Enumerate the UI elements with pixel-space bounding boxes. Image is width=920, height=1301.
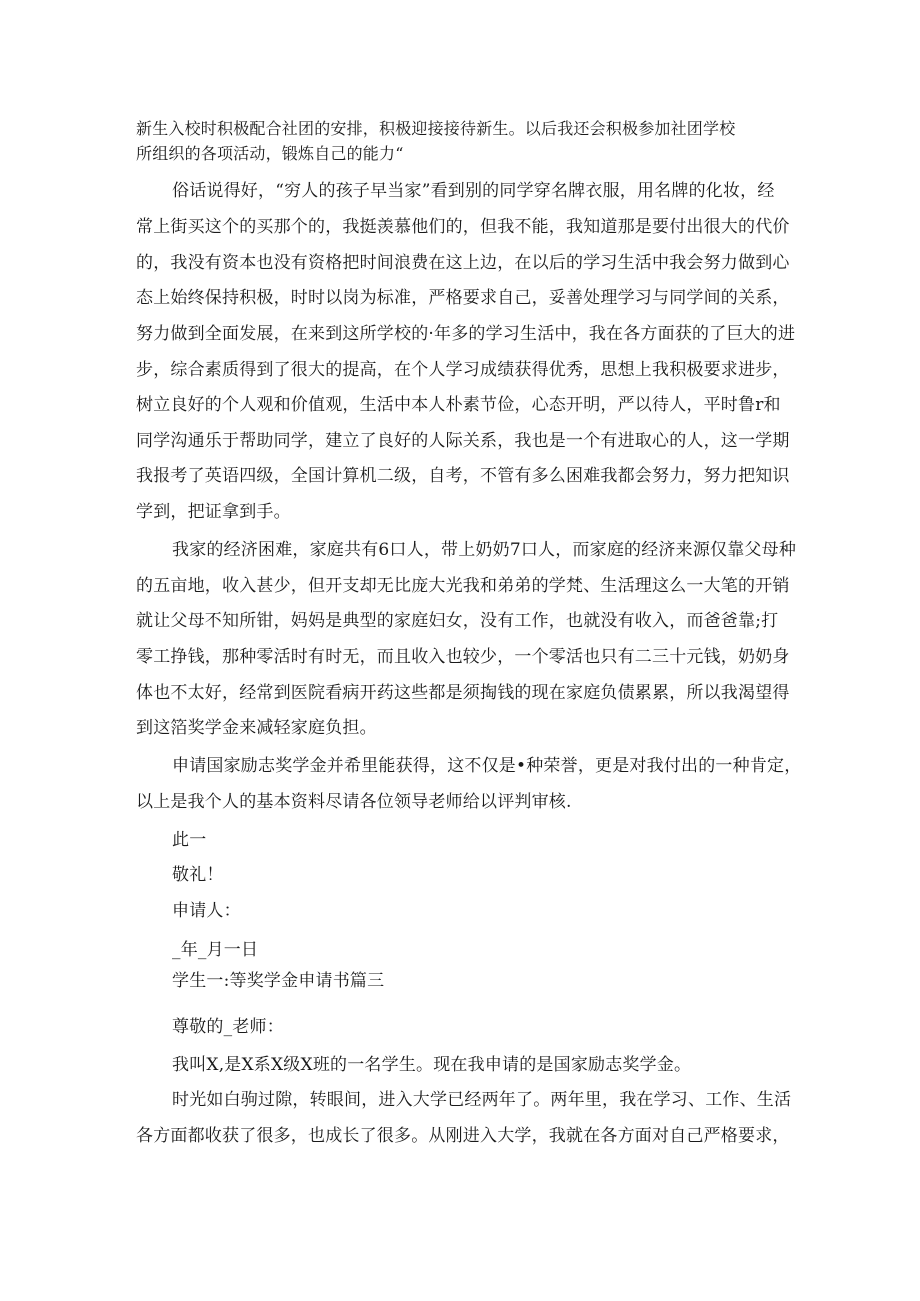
text-line: 就让父母不知所钳，妈妈是典型的家庭妇女，没有工作，也就没有收入，而爸爸靠;打 xyxy=(136,611,779,631)
text-line: 申请国家励志奖学金并希里能获得，这不仅是•种荣誉，更是对我付出的一种肯定， xyxy=(172,756,802,776)
text-line: 树立良好的个人观和价值观，生活中本人朴素节俭，心态开明，严以待人，平时鲁r和 xyxy=(136,395,781,415)
text-line: 同学沟通乐于帮助同学，建立了良好的人际关系，我也是一个有进取心的人，这一学期 xyxy=(136,431,790,451)
text-line: 学到，把证拿到手。 xyxy=(136,502,291,522)
text-line: 敬礼！ xyxy=(172,865,224,885)
text-line: 申请人： xyxy=(172,901,241,921)
text-line: 的，我没有资本也没有资格把时间浪费在这上边，在以后的学习生活中我会努力做到心 xyxy=(136,253,790,273)
text-line: _年_月一日 xyxy=(172,940,259,960)
text-line: 各方面都收获了很多，也成长了很多。从刚进入大学，我就在各方面对自己严格要求， xyxy=(136,1126,790,1146)
text-line: 常上街买这个的买那个的，我挺羡慕他们的，但我不能，我知道那是要付出很大的代价 xyxy=(136,217,790,237)
text-line: 此一 xyxy=(172,830,207,850)
text-line: 俗话说得好，“穷人的孩子早当家”看到别的同学穿名牌衣服，用名牌的化妆，经 xyxy=(172,181,775,201)
text-line: 我报考了英语四级，全国计算机二级，自考，不管有多么困难我都会努力，努力把知识 xyxy=(136,466,790,486)
text-line: 到这箔奖学金来减轻家庭负担。 xyxy=(136,718,377,738)
text-line: 的五亩地，收入甚少，但开支却无比庞大光我和弟弟的学梵、生活理这么一大笔的开销 xyxy=(136,576,790,596)
text-line: 新生入校时积极配合社团的安排，积极迎接接待新生。以后我还会积极参加社团学校 xyxy=(136,119,736,138)
text-line: 我叫X,是X系X级X班的一名学生。现在我申请的是国家励志奖学金。 xyxy=(172,1055,692,1075)
text-line: 时光如白驹过隙，转眼间，进入大学已经两年了。两年里，我在学习、工作、生活 xyxy=(172,1090,792,1110)
section-heading: 学生一:等奖学金申请书篇三 xyxy=(172,971,385,991)
text-line: 努力做到全面发展，在来到这所学校的·年多的学习生活中，我在各方面获的了巨大的进 xyxy=(136,324,796,344)
text-line: 态上始终保持积极，时时以岗为标准，严格要求自己，妥善处理学习与同学间的关系， xyxy=(136,288,790,308)
text-line: 我家的经济困难，家庭共有6口人，带上奶奶7口人，而家庭的经济来源仅靠父母种 xyxy=(172,540,797,560)
text-line: 尊敬的_老师： xyxy=(172,1017,284,1037)
text-line: 步，综合素质得到了很大的提高，在个人学习成绩获得优秀，思想上我积极要求进步， xyxy=(136,360,790,380)
text-line: 所组织的各项活动，锻炼自己的能力“ xyxy=(136,144,404,163)
text-line: 零工挣钱，那种零活时有时无，而且收入也较少，一个零活也只有二三十元钱，奶奶身 xyxy=(136,647,790,667)
text-line: 以上是我个人的基本资料尽请各位领导老师给以评判审核. xyxy=(136,792,572,812)
text-line: 体也不太好，经常到医院看病开药这些都是须掏钱的现在家庭负债累累，所以我渴望得 xyxy=(136,683,790,703)
